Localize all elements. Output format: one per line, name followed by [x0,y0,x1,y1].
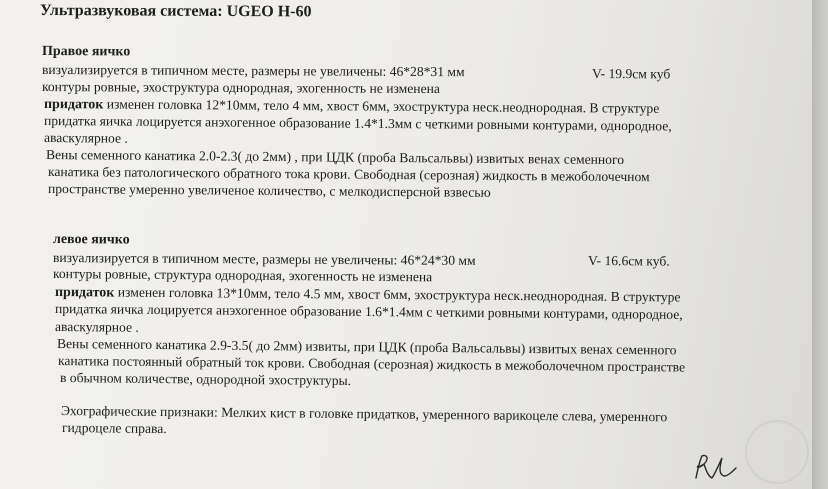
report-title: Ультразвуковая система: UGEO H-60 [39,2,312,21]
left-line-2: контуры ровные, структура однородная, эхогенность не изменена [52,266,433,285]
conclusion-line-1: Эхографические признаки: Мелких кист в головке придатков, умеренного варикоцеле слева, умеренного [60,403,668,425]
right-line-3-text: изменен головка 12*10мм, тело 4 мм, хвост 6мм, эхоструктура неск.неоднородная. В структуре [103,96,660,116]
right-appendage-label: придаток [43,97,104,113]
left-line-1: визуализируется в типичном месте, размеры не увеличены: 46*24*30 мм [52,250,476,268]
conclusion-line-2: гидроцеле справа. [61,420,167,437]
right-line-4: придатка яичка лоцируется анэхогенное образование 1.4*1.3мм с четкими ровными контурами, однородное, [43,113,672,134]
table-edge [812,0,828,489]
watermark-seal [745,420,809,484]
right-line-6: Вены семенного канатика 2.0-2.3( до 2мм) , при ЦДК (проба Вальсальвы) извитых венах семенного [45,147,625,168]
right-line-1: визуализируется в типичном месте, размеры не увеличены: 46*28*31 мм [41,62,465,80]
right-volume: V- 19.9см куб [591,66,671,82]
signature [690,450,740,484]
right-line-5: аваскулярное . [43,130,128,146]
right-line-7: канатика без патологического обратного тока крови. Свободная (серозная) жидкость в межоболочечном [47,164,650,185]
left-appendage-label: придаток [54,285,115,301]
left-line-6: Вены семенного канатика 2.9-3.5( до 2мм) извиты, при ЦДК (проба Вальсальвы) извитых венах семенного [56,336,677,358]
left-line-7: канатика постоянный обратный ток крови. Свободная (серозная) жидкость в межоболочечном пространстве [57,353,686,375]
right-line-8: пространстве умеренно увеличеное количество, с мелкодисперсной взвесью [47,181,491,200]
right-line-2: контуры ровные, эхоструктура однородная, эхогенность не изменена [41,79,441,97]
left-testicle-heading: левое яичко [52,232,130,248]
left-line-5: аваскулярное . [54,319,139,335]
left-volume: V- 16.6см куб. [587,253,670,269]
right-testicle-heading: Правое яичко [41,44,131,60]
left-line-8: в обычном количестве, однородной эхоструктуры. [59,370,352,389]
left-line-4: придатка яичка лоцируется анэхогенное образование 1.6*1.4мм с четкими ровными контурами, однородное, [54,301,683,323]
left-line-3-text: изменен головка 13*10мм, тело 4.5 мм, хвост 6мм, эхоструктура неск.неоднородная. В структуре [114,284,681,305]
